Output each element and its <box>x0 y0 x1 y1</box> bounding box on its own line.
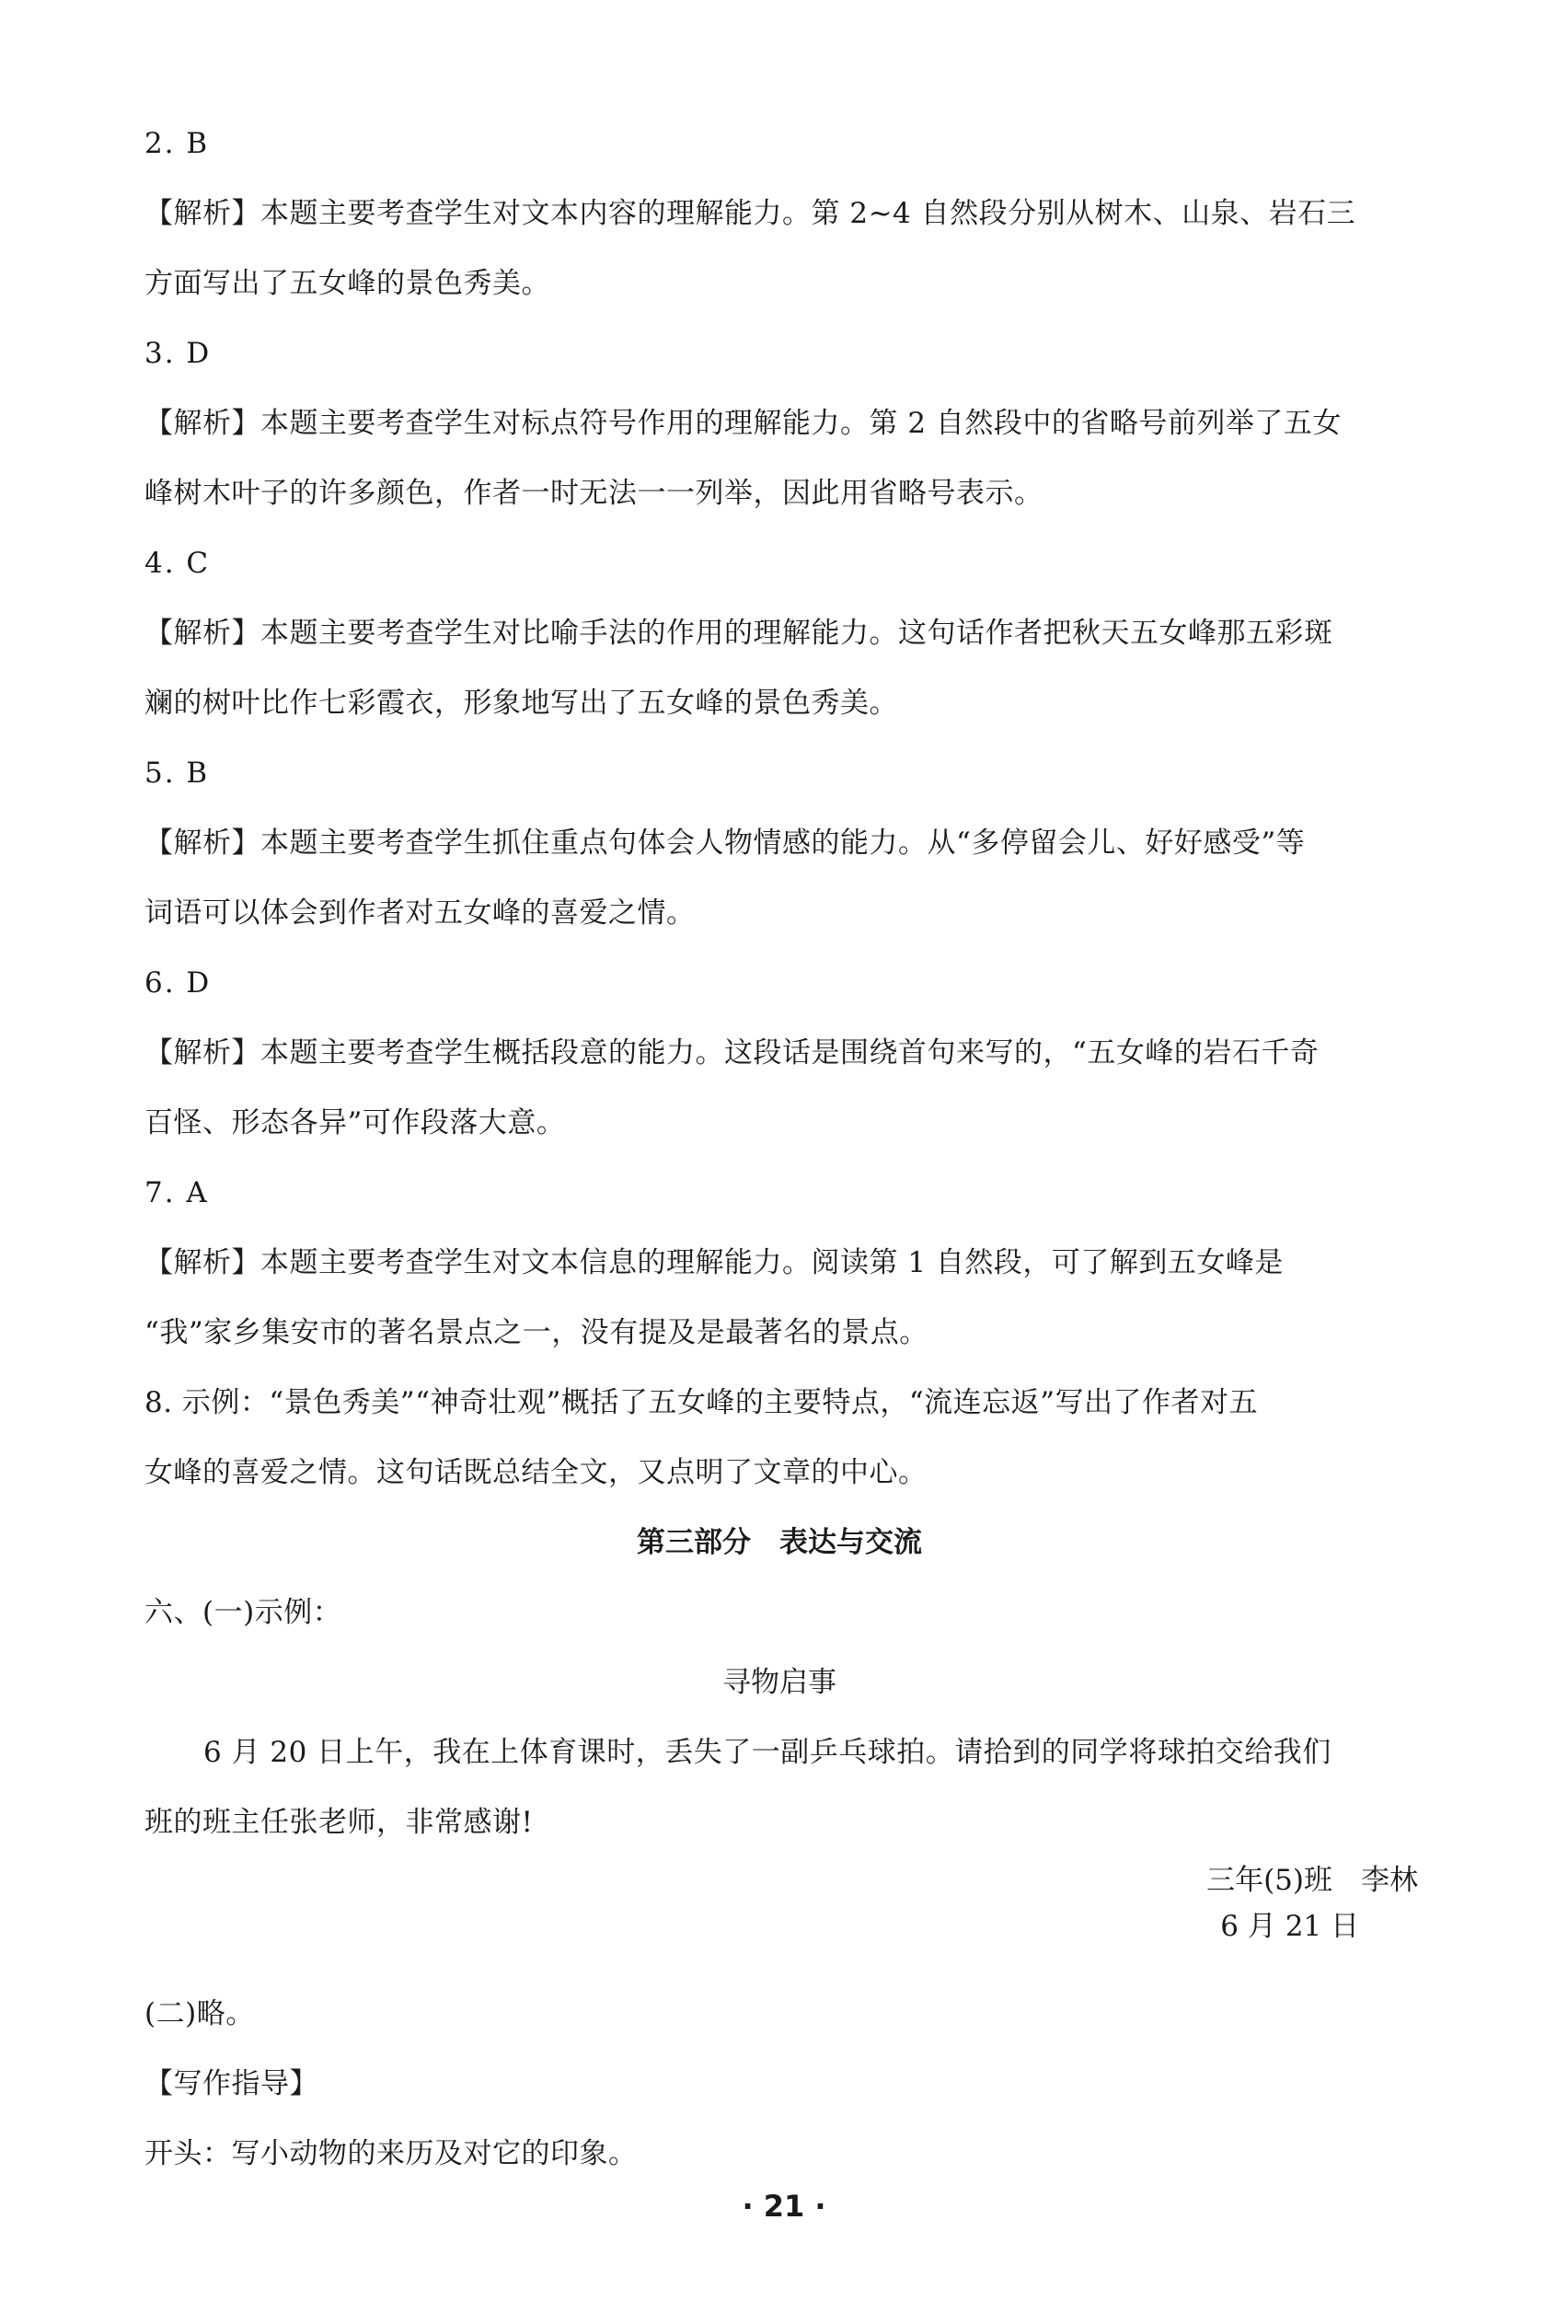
part6-2: (二)略。 <box>144 1997 255 2030</box>
analysis-line: 【解析】本题主要考查学生对标点符号作用的理解能力。第 2 自然段中的省略号前列举了五女 <box>144 407 1342 440</box>
notice-title: 寻物启事 <box>722 1666 836 1699</box>
spacer <box>144 1957 1414 1979</box>
answer-label: 5. B <box>144 757 210 790</box>
notice-body-line: 班的班主任张老师，非常感谢! <box>144 1806 534 1839</box>
answer-item-6 <box>144 948 1414 1158</box>
writing-guide-title: 【写作指导】 <box>144 2067 318 2100</box>
answer-item-7 <box>144 1158 1414 1368</box>
analysis-line: 百怪、形态各异”可作段落大意。 <box>144 1106 566 1139</box>
analysis-line: 峰树木叶子的许多颜色，作者一时无法一一列举，因此用省略号表示。 <box>144 477 1043 510</box>
answer-item-5 <box>144 738 1414 948</box>
page-number: · 21 · <box>742 2189 826 2224</box>
answer-item-2 <box>144 109 1414 318</box>
writing-guide-opening: 开头：写小动物的来历及对它的印象。 <box>144 2137 638 2170</box>
answer-label: 2. B <box>144 127 210 160</box>
signature-class: 三年(5)班 李林 <box>1206 1864 1418 1897</box>
section-title: 第三部分 表达与交流 <box>637 1526 922 1559</box>
answer-label: 4. C <box>144 547 211 580</box>
notice-body-line: 6 月 20 日上午，我在上体育课时，丢失了一副乒乓球拍。请拾到的同学将球拍交给我们 <box>203 1736 1332 1769</box>
item8-line: 女峰的喜爱之情。这句话既总结全文，又点明了文章的中心。 <box>144 1456 928 1489</box>
analysis-line: 【解析】本题主要考查学生概括段意的能力。这段话是围绕首句来写的，“五女峰的岩石千奇 <box>144 1036 1320 1070</box>
analysis-line: 词语可以体会到作者对五女峰的喜爱之情。 <box>144 896 696 930</box>
lost-notice <box>144 1648 1418 1957</box>
analysis-line: 【解析】本题主要考查学生对比喻手法的作用的理解能力。这句话作者把秋天五女峰那五彩斑 <box>144 617 1333 650</box>
answer-item-3 <box>144 318 1414 528</box>
analysis-line: 方面写出了五女峰的景色秀美。 <box>144 267 550 300</box>
analysis-line: 【解析】本题主要考查学生对文本内容的理解能力。第 2~4 自然段分别从树木、山泉、岩石三 <box>144 197 1356 230</box>
answer-item-4 <box>144 528 1414 738</box>
analysis-line: 【解析】本题主要考查学生对文本信息的理解能力。阅读第 1 自然段，可了解到五女峰是 <box>144 1246 1284 1279</box>
page-content <box>144 109 1418 2189</box>
answer-label: 3. D <box>144 337 212 370</box>
answer-label: 7. A <box>144 1176 209 1209</box>
answer-label: 6. D <box>144 966 212 1000</box>
analysis-line: “我”家乡集安市的著名景点之一，没有提及是最著名的景点。 <box>144 1316 928 1349</box>
part6-intro: 六、(一)示例： <box>144 1596 342 1629</box>
answer-item-8 <box>144 1368 1414 1508</box>
signature-date: 6 月 21 日 <box>1220 1910 1359 1943</box>
analysis-line: 【解析】本题主要考查学生抓住重点句体会人物情感的能力。从“多停留会儿、好好感受”等 <box>144 827 1306 860</box>
notice-signature <box>144 1857 1418 1957</box>
analysis-line: 斓的树叶比作七彩霞衣，形象地写出了五女峰的景色秀美。 <box>144 687 898 720</box>
item8-line: 8. 示例：“景色秀美”“神奇壮观”概括了五女峰的主要特点，“流连忘返”写出了作者对五 <box>144 1386 1259 1419</box>
